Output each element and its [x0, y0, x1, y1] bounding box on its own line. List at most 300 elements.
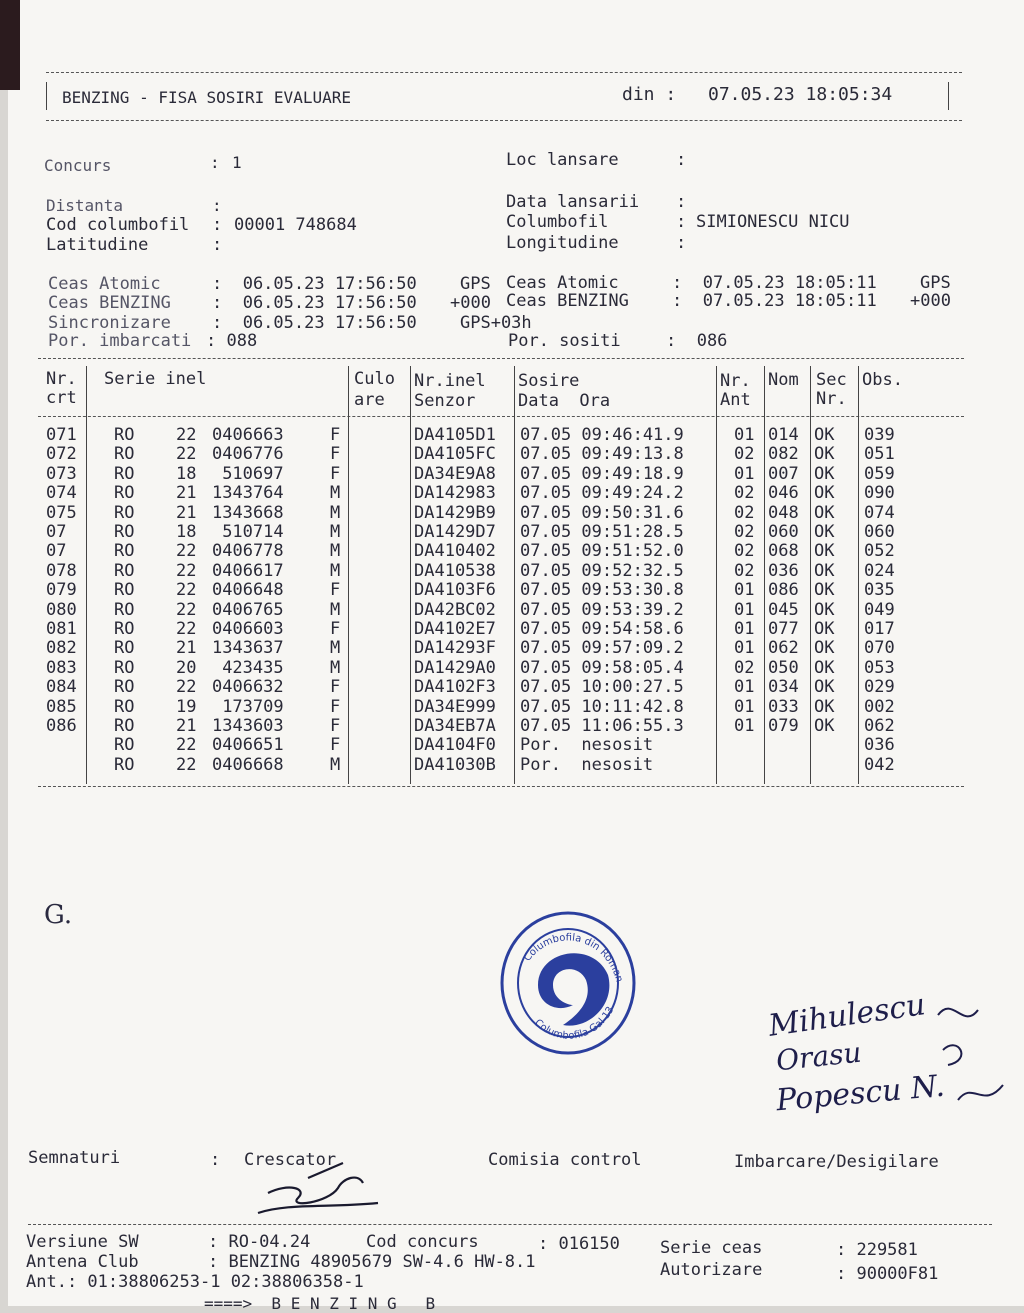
- row-tara: RO: [114, 619, 135, 639]
- row-inel: 1343637: [212, 638, 284, 659]
- row-sec: OK: [814, 599, 835, 620]
- row-sex: M: [330, 754, 341, 775]
- row-inel: 1343764: [212, 483, 284, 504]
- signature-3: Popescu N.: [774, 1068, 947, 1119]
- row-ant: 01: [734, 638, 755, 659]
- por-sositi-label: Por. sositi: [508, 331, 621, 351]
- comisia-control-label: Comisia control: [488, 1150, 642, 1170]
- row-ant: 02: [734, 502, 755, 523]
- por-sositi-value: : 086: [666, 331, 728, 351]
- row-tara: RO: [114, 716, 135, 736]
- row-sec: OK: [814, 560, 835, 581]
- ceas-benzing-right-label: Ceas BENZING: [506, 291, 629, 311]
- row-nom: 082: [768, 444, 799, 465]
- sincronizare-suffix: GPS+03h: [460, 313, 532, 333]
- row-crt: 07: [46, 522, 67, 542]
- row-sec: OK: [814, 696, 835, 717]
- signature-flourishes: [768, 990, 1018, 1130]
- crescator-signature: [248, 1158, 398, 1223]
- row-nom: 077: [768, 619, 799, 639]
- row-sec: OK: [814, 657, 835, 678]
- row-sex: F: [330, 619, 341, 639]
- table-row: [8, 426, 1008, 445]
- cod-columbofil-value: 00001 748684: [234, 215, 357, 235]
- row-sosire: 07.05 09:58:05.4: [520, 657, 684, 678]
- row-senzor: DA1429B9: [414, 502, 496, 523]
- ceas-atomic-right-label: Ceas Atomic: [506, 273, 619, 293]
- longitudine-label: Longitudine: [506, 233, 619, 253]
- row-sex: M: [330, 638, 341, 659]
- row-nom: 034: [768, 677, 799, 698]
- row-crt: 075: [46, 502, 77, 523]
- row-crt: 080: [46, 599, 77, 620]
- row-nom: 060: [768, 522, 799, 542]
- row-obs: 042: [864, 754, 895, 775]
- row-an: 21: [176, 483, 197, 504]
- versiune-sw-label: Versiune SW: [26, 1232, 139, 1252]
- row-obs: 060: [864, 522, 895, 542]
- row-sex: F: [330, 735, 341, 756]
- row-sosire: Por. nesosit: [520, 735, 654, 756]
- latitudine-label: Latitudine: [46, 235, 149, 255]
- row-senzor: DA34E999: [414, 696, 496, 717]
- row-inel: 173709: [222, 696, 284, 717]
- row-sex: F: [330, 444, 341, 465]
- row-sex: M: [330, 502, 341, 523]
- row-senzor: DA34E9A8: [414, 463, 496, 484]
- row-sex: M: [330, 541, 341, 562]
- row-obs: 049: [864, 599, 895, 620]
- row-inel: 0406603: [212, 619, 284, 639]
- row-crt: 074: [46, 483, 77, 504]
- row-an: 22: [176, 619, 197, 639]
- row-sec: OK: [814, 483, 835, 504]
- table-row: [8, 562, 1008, 581]
- row-ant: 02: [734, 560, 755, 581]
- row-obs: 062: [864, 716, 895, 736]
- antena-club-value: : BENZING 48905679 SW-4.6 HW-8.1: [208, 1252, 536, 1272]
- sincronizare-value: : 06.05.23 17:56:50: [212, 313, 417, 333]
- row-nom: 046: [768, 483, 799, 504]
- row-tara: RO: [114, 502, 135, 523]
- row-sec: OK: [814, 541, 835, 562]
- row-an: 22: [176, 541, 197, 562]
- table-header-rule: [38, 416, 964, 417]
- table-bottom-rule: [38, 786, 964, 787]
- row-sosire: 07.05 09:50:31.6: [520, 502, 684, 523]
- header-nr-ant: Nr.: [720, 371, 751, 391]
- row-sec: OK: [814, 580, 835, 601]
- row-sec: OK: [814, 716, 835, 736]
- row-tara: RO: [114, 483, 135, 504]
- row-nom: 048: [768, 502, 799, 523]
- row-obs: 053: [864, 657, 895, 678]
- row-inel: 510697: [222, 463, 284, 484]
- table-row: [8, 601, 1008, 620]
- ceas-atomic-right-value: : 07.05.23 18:05:11: [672, 273, 877, 293]
- por-imbarcati-value: : 088: [206, 331, 258, 351]
- row-obs: 051: [864, 444, 895, 465]
- row-inel: 0406632: [212, 677, 284, 698]
- table-row: [8, 717, 1008, 736]
- row-sosire: 07.05 09:57:09.2: [520, 638, 684, 659]
- row-sec: OK: [814, 619, 835, 639]
- header-bottom-border: [46, 120, 962, 121]
- table-row: [8, 639, 1008, 658]
- ant-line: Ant.: 01:38806253-1 02:38806358-1: [26, 1272, 364, 1292]
- row-sec: OK: [814, 425, 835, 445]
- document-page: [8, 0, 1024, 1313]
- row-nom: 086: [768, 580, 799, 601]
- row-inel: 510714: [222, 522, 284, 542]
- cod-concurs-value: : 016150: [538, 1234, 620, 1254]
- data-lansarii-label: Data lansarii: [506, 192, 640, 212]
- row-ant: 01: [734, 463, 755, 484]
- table-row: [8, 736, 1008, 755]
- row-ant: 01: [734, 677, 755, 698]
- ceas-benzing-right-value: : 07.05.23 18:05:11: [672, 291, 877, 311]
- row-senzor: DA34EB7A: [414, 716, 496, 736]
- autorizare-label: Autorizare: [660, 1260, 763, 1280]
- table-row: [8, 659, 1008, 678]
- header-top-border: [46, 72, 962, 73]
- ceas-atomic-left-value: : 06.05.23 17:56:50: [212, 274, 417, 294]
- ceas-benzing-right-suffix: +000: [910, 291, 951, 311]
- row-obs: 002: [864, 696, 895, 717]
- row-sec: OK: [814, 677, 835, 698]
- row-ant: 02: [734, 522, 755, 542]
- row-nom: 079: [768, 716, 799, 736]
- row-an: 22: [176, 425, 197, 445]
- row-obs: 036: [864, 735, 895, 756]
- row-sex: F: [330, 463, 341, 484]
- row-crt: 071: [46, 425, 77, 445]
- header-ant: Ant: [720, 390, 751, 410]
- row-inel: 0406651: [212, 735, 284, 756]
- row-crt: 081: [46, 619, 77, 639]
- semnaturi-label: Semnaturi: [28, 1148, 121, 1168]
- ceas-benzing-left-value: : 06.05.23 17:56:50: [212, 293, 417, 313]
- header-obs: Obs.: [862, 370, 903, 390]
- row-obs: 052: [864, 541, 895, 562]
- table-top-rule: [38, 358, 964, 359]
- row-senzor: DA4102E7: [414, 619, 496, 639]
- row-senzor: DA4103F6: [414, 580, 496, 601]
- row-crt: 07: [46, 541, 67, 562]
- row-an: 22: [176, 599, 197, 620]
- row-sec: OK: [814, 502, 835, 523]
- row-sex: F: [330, 580, 341, 601]
- row-tara: RO: [114, 463, 135, 484]
- distanta-sep: :: [212, 196, 222, 215]
- row-senzor: DA4102F3: [414, 677, 496, 698]
- row-tara: RO: [114, 541, 135, 562]
- header-sec-nr: Nr.: [816, 389, 847, 409]
- row-tara: RO: [114, 638, 135, 659]
- autorizare-value: : 90000F81: [836, 1264, 939, 1284]
- row-sosire: 07.05 09:51:52.0: [520, 541, 684, 562]
- row-senzor: DA410402: [414, 541, 496, 562]
- versiune-sw-value: : RO-04.24: [208, 1232, 311, 1252]
- row-tara: RO: [114, 580, 135, 601]
- federation-seal: [498, 905, 638, 1055]
- row-inel: 0406648: [212, 580, 284, 601]
- commission-signatures: [766, 987, 1018, 1130]
- row-an: 22: [176, 754, 197, 775]
- table-row: [8, 698, 1008, 717]
- ceas-atomic-left-label: Ceas Atomic: [48, 274, 161, 294]
- header-culoare: Culo: [354, 369, 395, 389]
- row-inel: 0406668: [212, 754, 284, 775]
- row-ant: 01: [734, 580, 755, 601]
- row-senzor: DA4105FC: [414, 444, 496, 465]
- row-ant: 01: [734, 425, 755, 445]
- table-row: [8, 484, 1008, 503]
- serie-ceas-label: Serie ceas: [660, 1238, 763, 1258]
- row-an: 18: [176, 522, 197, 542]
- row-sosire: 07.05 11:06:55.3: [520, 716, 684, 736]
- table-row: [8, 756, 1008, 775]
- semnaturi-sep: :: [210, 1150, 221, 1170]
- loc-lansare-label: Loc lansare: [506, 150, 619, 170]
- longitudine-sep: :: [676, 233, 687, 253]
- row-crt: 082: [46, 638, 77, 659]
- row-an: 20: [176, 657, 197, 678]
- row-obs: 090: [864, 483, 895, 504]
- table-row: [8, 523, 1008, 542]
- row-tara: RO: [114, 754, 135, 775]
- ceas-atomic-left-suffix: GPS: [460, 274, 491, 294]
- row-sosire: 07.05 10:11:42.8: [520, 696, 684, 717]
- row-sosire: 07.05 09:51:28.5: [520, 522, 684, 542]
- footer-rule: [28, 1224, 992, 1225]
- row-an: 21: [176, 716, 197, 736]
- row-sosire: Por. nesosit: [520, 754, 654, 775]
- row-obs: 059: [864, 463, 895, 484]
- row-inel: 0406776: [212, 444, 284, 465]
- header-data-ora: Data Ora: [518, 391, 611, 411]
- row-sex: M: [330, 522, 341, 542]
- row-sosire: 07.05 09:53:30.8: [520, 580, 684, 601]
- row-inel: 0406663: [212, 425, 284, 445]
- header-culoare-2: are: [354, 390, 385, 410]
- row-tara: RO: [114, 425, 135, 445]
- ceas-benzing-left-suffix: +000: [450, 293, 491, 313]
- row-tara: RO: [114, 599, 135, 620]
- loc-lansare-sep: :: [676, 150, 687, 170]
- row-sex: M: [330, 657, 341, 678]
- row-tara: RO: [114, 735, 135, 756]
- row-an: 22: [176, 444, 197, 465]
- row-crt: 084: [46, 677, 77, 698]
- latitudine-sep: :: [212, 235, 223, 255]
- header-right-border: [948, 82, 949, 110]
- header-sosire: Sosire: [518, 371, 580, 391]
- row-senzor: DA42BC02: [414, 599, 496, 620]
- signature-2: Orasu: [774, 1035, 863, 1078]
- footer-cut-text: ====> B E N Z I N G B: [204, 1294, 436, 1313]
- ceas-benzing-left-label: Ceas BENZING: [48, 293, 171, 313]
- imbarcare-desigilare-label: Imbarcare/Desigilare: [734, 1152, 939, 1172]
- row-sosire: 07.05 09:46:41.9: [520, 425, 684, 445]
- row-an: 18: [176, 463, 197, 484]
- row-crt: 073: [46, 463, 77, 484]
- row-obs: 035: [864, 580, 895, 601]
- row-nom: 050: [768, 657, 799, 678]
- row-nom: 062: [768, 638, 799, 659]
- header-senzor: Senzor: [414, 391, 476, 411]
- data-lansarii-sep: :: [676, 192, 687, 212]
- table-row: [8, 620, 1008, 639]
- header-serie-inel: Serie inel: [104, 369, 207, 389]
- row-an: 19: [176, 696, 197, 717]
- header-left-border: [46, 82, 47, 110]
- row-sex: M: [330, 483, 341, 504]
- row-sosire: 07.05 09:49:24.2: [520, 483, 684, 504]
- row-sosire: 07.05 09:49:18.9: [520, 463, 684, 484]
- row-senzor: DA41030B: [414, 754, 496, 775]
- row-obs: 029: [864, 677, 895, 698]
- row-sosire: 07.05 09:49:13.8: [520, 444, 684, 465]
- concurs-sep: :: [210, 153, 220, 172]
- crescator-label: Crescator: [244, 1150, 337, 1170]
- row-ant: 01: [734, 716, 755, 736]
- row-obs: 074: [864, 502, 895, 523]
- row-ant: 01: [734, 619, 755, 639]
- document-title: BENZING - FISA SOSIRI EVALUARE: [62, 88, 351, 107]
- scan-edge-shadow: [0, 0, 20, 90]
- row-crt: 083: [46, 657, 77, 678]
- row-tara: RO: [114, 522, 135, 542]
- row-senzor: DA142983: [414, 483, 496, 504]
- row-ant: 02: [734, 483, 755, 504]
- row-an: 22: [176, 735, 197, 756]
- por-imbarcati-label: Por. imbarcati: [48, 331, 192, 351]
- seal-graphic: [498, 905, 638, 1055]
- header-nom: Nom: [768, 370, 799, 390]
- row-sosire: 07.05 09:52:32.5: [520, 560, 684, 581]
- concurs-label: Concurs: [44, 156, 112, 175]
- row-tara: RO: [114, 444, 135, 465]
- row-sec: OK: [814, 638, 835, 659]
- table-row: [8, 542, 1008, 561]
- row-tara: RO: [114, 657, 135, 678]
- table-row: [8, 504, 1008, 523]
- row-sex: F: [330, 677, 341, 698]
- din-value: 07.05.23 18:05:34: [708, 84, 893, 105]
- table-row: [8, 445, 1008, 464]
- cod-concurs-label: Cod concurs: [366, 1232, 479, 1252]
- row-sex: F: [330, 716, 341, 736]
- header-nr-crt: Nr.: [46, 369, 77, 389]
- concurs-value: 1: [232, 153, 242, 172]
- cod-columbofil-label: Cod columbofil: [46, 215, 190, 235]
- row-senzor: DA410538: [414, 560, 496, 581]
- distanta-label: Distanta: [46, 196, 124, 215]
- row-senzor: DA4105D1: [414, 425, 496, 445]
- row-senzor: DA1429D7: [414, 522, 496, 542]
- header-nr-crt-2: crt: [46, 388, 77, 408]
- seal-text-top: Columbofila din Roman: [522, 932, 625, 984]
- row-inel: 423435: [222, 657, 284, 678]
- row-crt: 078: [46, 560, 77, 581]
- row-sosire: 07.05 10:00:27.5: [520, 677, 684, 698]
- row-sex: F: [330, 425, 341, 445]
- row-nom: 045: [768, 599, 799, 620]
- row-sex: M: [330, 560, 341, 581]
- row-inel: 0406765: [212, 599, 284, 620]
- seal-text-bottom: Columbofila Gal 13: [532, 1004, 617, 1042]
- row-an: 22: [176, 580, 197, 601]
- row-tara: RO: [114, 560, 135, 581]
- row-senzor: DA14293F: [414, 638, 496, 659]
- row-senzor: DA1429A0: [414, 657, 496, 678]
- row-crt: 085: [46, 696, 77, 717]
- row-ant: 01: [734, 599, 755, 620]
- row-an: 21: [176, 502, 197, 523]
- row-nom: 014: [768, 425, 799, 445]
- row-sec: OK: [814, 463, 835, 484]
- row-crt: 072: [46, 444, 77, 465]
- row-ant: 02: [734, 444, 755, 465]
- row-inel: 1343668: [212, 502, 284, 523]
- columbofil-label: Columbofil: [506, 212, 609, 232]
- row-nom: 068: [768, 541, 799, 562]
- columbofil-sep: :: [676, 212, 687, 232]
- row-inel: 0406617: [212, 560, 284, 581]
- row-inel: 0406778: [212, 541, 284, 562]
- sincronizare-label: Sincronizare: [48, 313, 171, 333]
- handwritten-mark: G.: [44, 900, 73, 930]
- row-tara: RO: [114, 677, 135, 698]
- row-obs: 070: [864, 638, 895, 659]
- din-label: din :: [622, 84, 677, 105]
- antena-club-label: Antena Club: [26, 1252, 139, 1272]
- table-row: [8, 581, 1008, 600]
- row-crt: 086: [46, 716, 77, 736]
- row-nom: 033: [768, 696, 799, 717]
- table-row: [8, 465, 1008, 484]
- header-nr-inel: Nr.inel: [414, 371, 486, 391]
- cod-columbofil-sep: :: [212, 215, 223, 235]
- row-ant: 02: [734, 541, 755, 562]
- header-sec: Sec: [816, 370, 847, 390]
- row-obs: 024: [864, 560, 895, 581]
- table-row: [8, 678, 1008, 697]
- serie-ceas-value: : 229581: [836, 1240, 918, 1260]
- row-inel: 1343603: [212, 716, 284, 736]
- row-tara: RO: [114, 696, 135, 717]
- row-sosire: 07.05 09:53:39.2: [520, 599, 684, 620]
- row-obs: 017: [864, 619, 895, 639]
- row-nom: 007: [768, 463, 799, 484]
- row-an: 22: [176, 677, 197, 698]
- row-sosire: 07.05 09:54:58.6: [520, 619, 684, 639]
- columbofil-value: SIMIONESCU NICU: [696, 212, 850, 232]
- row-senzor: DA4104F0: [414, 735, 496, 756]
- row-an: 21: [176, 638, 197, 659]
- row-sex: F: [330, 696, 341, 717]
- row-sec: OK: [814, 444, 835, 465]
- row-sec: OK: [814, 522, 835, 542]
- row-sex: M: [330, 599, 341, 620]
- row-obs: 039: [864, 425, 895, 445]
- row-ant: 01: [734, 696, 755, 717]
- row-an: 22: [176, 560, 197, 581]
- signature-1: Mihulescu: [766, 987, 928, 1044]
- row-crt: 079: [46, 580, 77, 601]
- row-ant: 02: [734, 657, 755, 678]
